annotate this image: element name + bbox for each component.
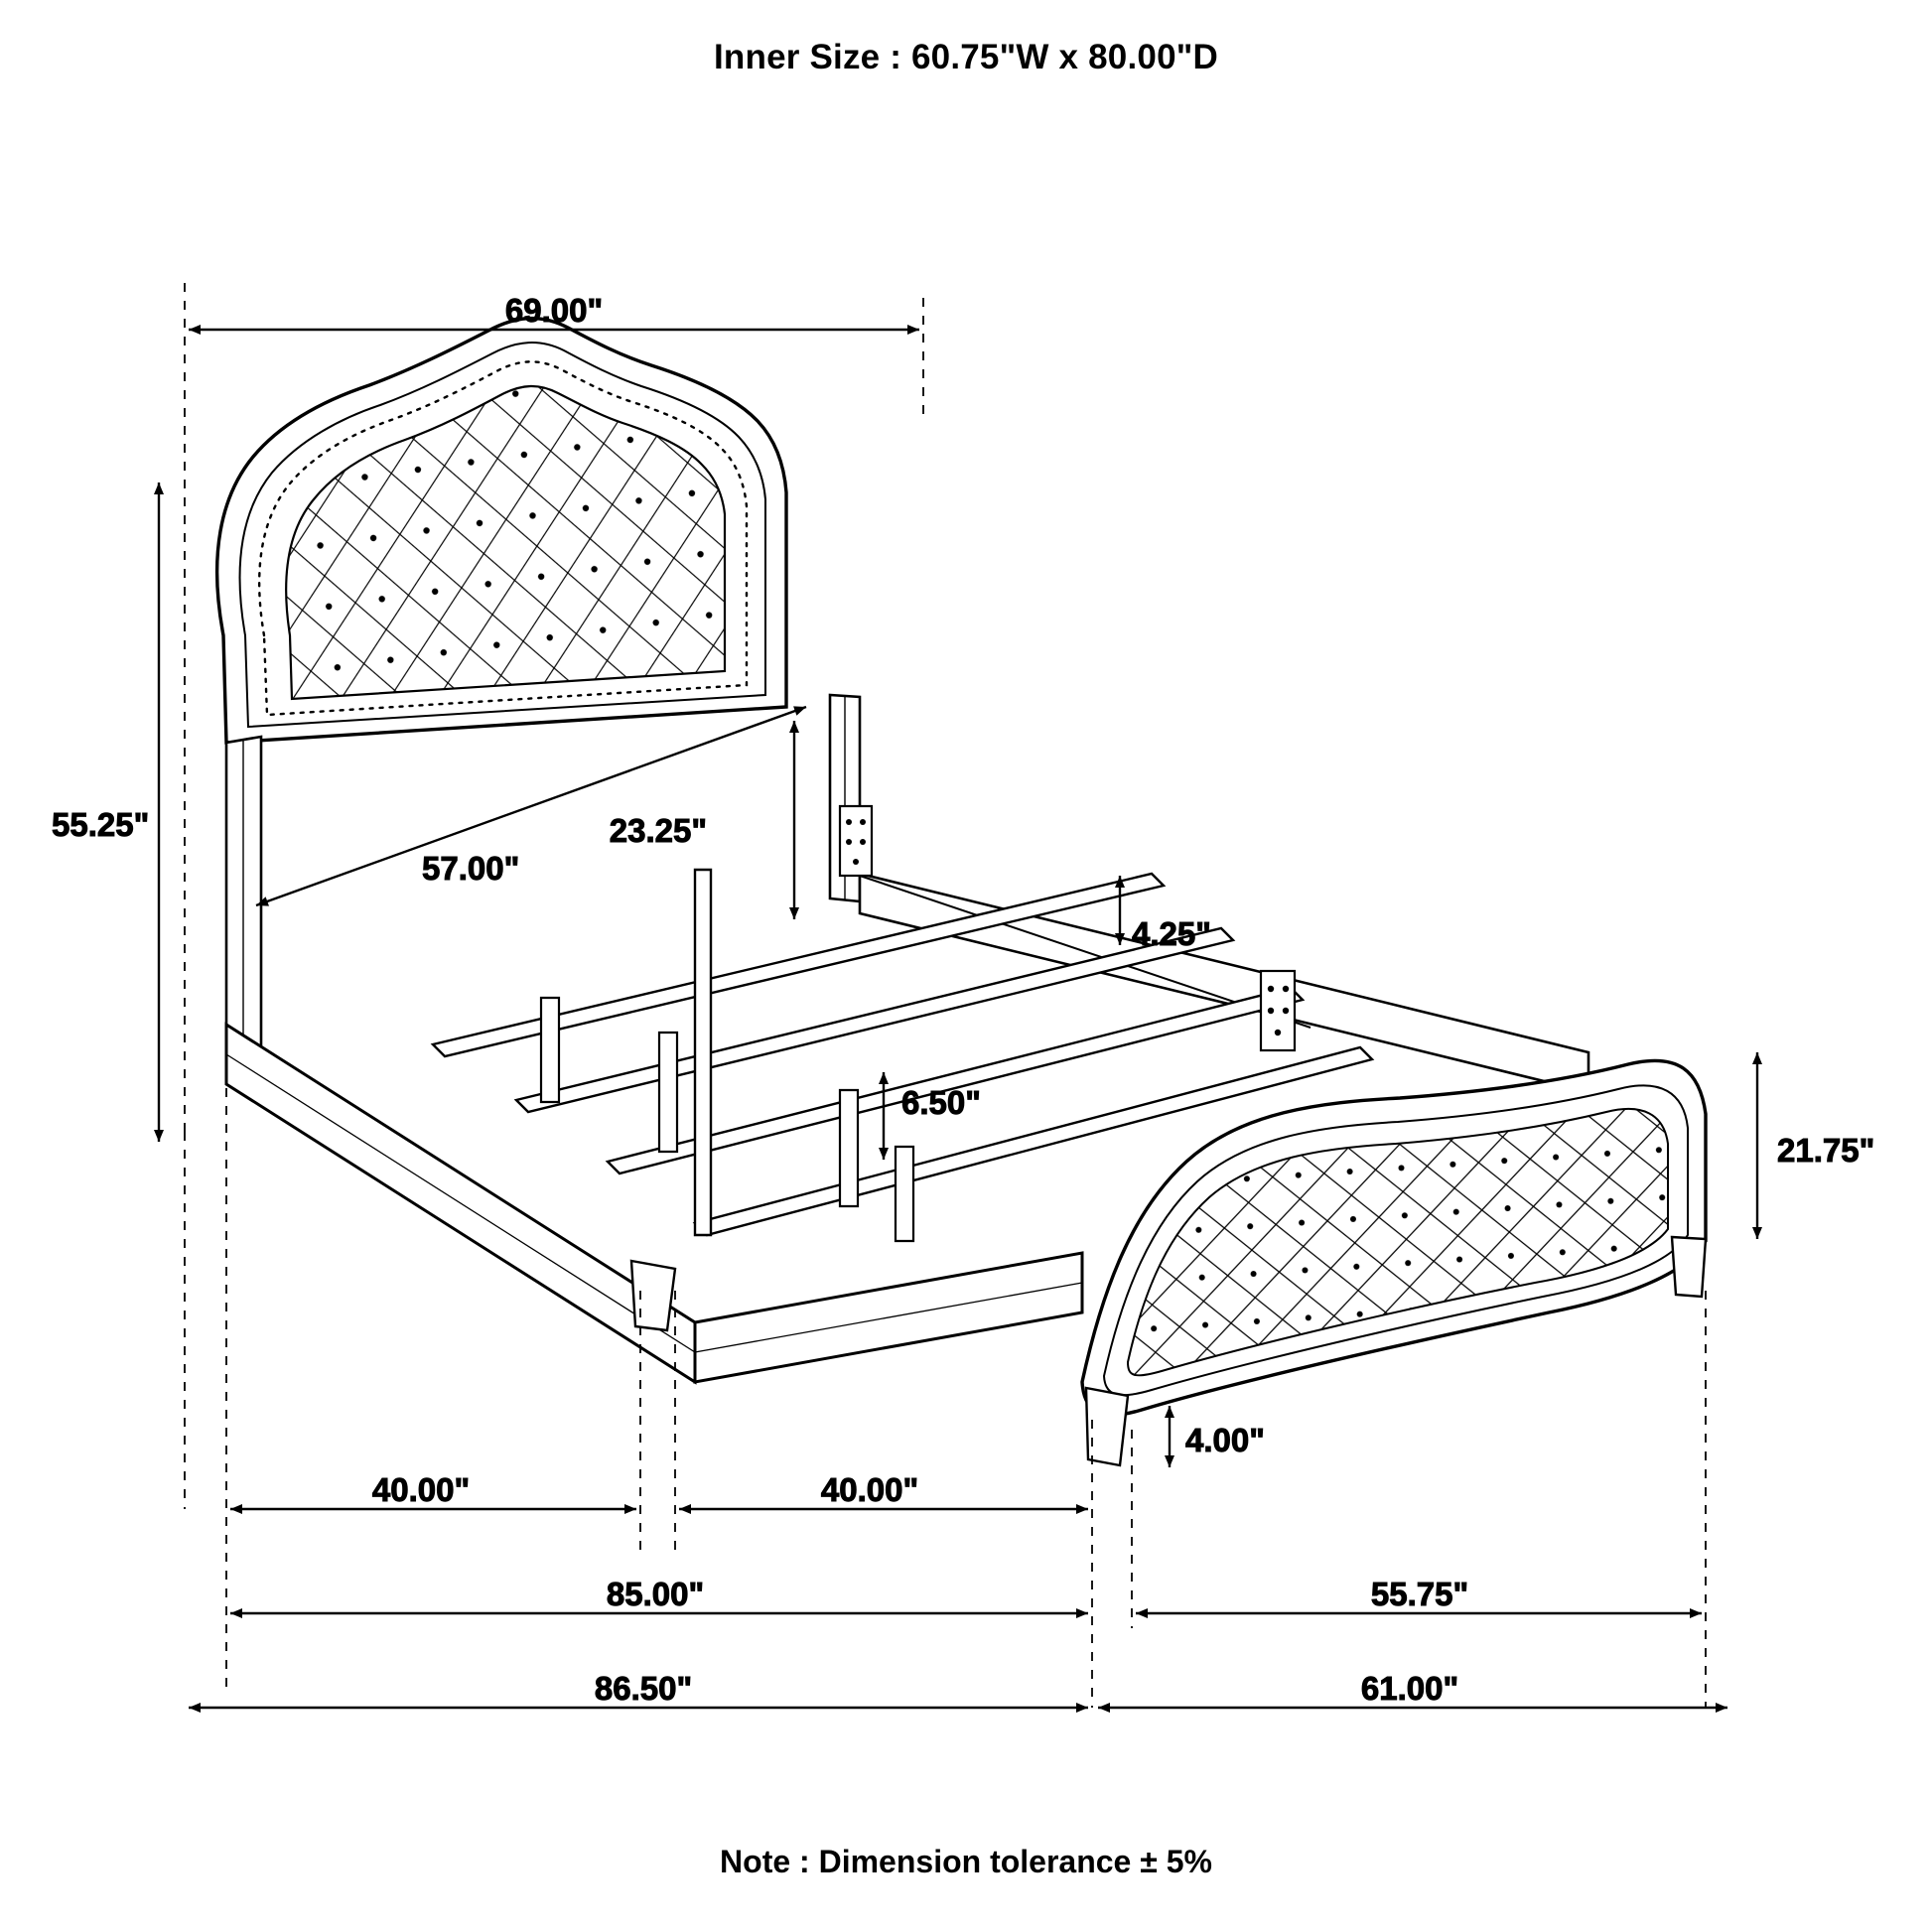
dim-footboard-leg-height: 4.00" bbox=[1185, 1422, 1265, 1458]
dim-rail-to-slat: 4.25" bbox=[1132, 915, 1211, 952]
frame-bracket-top bbox=[840, 806, 872, 876]
dim-headboard-inner-width: 57.00" bbox=[422, 850, 520, 887]
dim-inner-length: 85.00" bbox=[606, 1576, 705, 1612]
dim-leg-span-left: 40.00" bbox=[371, 1471, 471, 1508]
dim-overall-length: 86.50" bbox=[594, 1670, 693, 1707]
tolerance-note: Note : Dimension tolerance ± 5% bbox=[720, 1844, 1212, 1879]
dim-overall-height: 55.25" bbox=[52, 806, 150, 843]
headboard-group bbox=[217, 319, 860, 1052]
footboard-group bbox=[1082, 1060, 1706, 1465]
dim-leg-span-right: 40.00" bbox=[820, 1471, 919, 1508]
dim-slat-support-height: 6.50" bbox=[901, 1084, 981, 1121]
dim-headboard-width: 69.00" bbox=[504, 292, 604, 329]
dim-overall-width: 61.00" bbox=[1360, 1670, 1459, 1707]
dim-footboard-height: 21.75" bbox=[1777, 1132, 1875, 1169]
dim-footboard-depth: 55.75" bbox=[1370, 1576, 1469, 1612]
frame-bracket-mid bbox=[1261, 971, 1295, 1050]
dim-headboard-clearance: 23.25" bbox=[609, 812, 707, 849]
page-title: Inner Size : 60.75"W x 80.00"D bbox=[713, 38, 1218, 76]
center-support-legs bbox=[541, 998, 913, 1241]
